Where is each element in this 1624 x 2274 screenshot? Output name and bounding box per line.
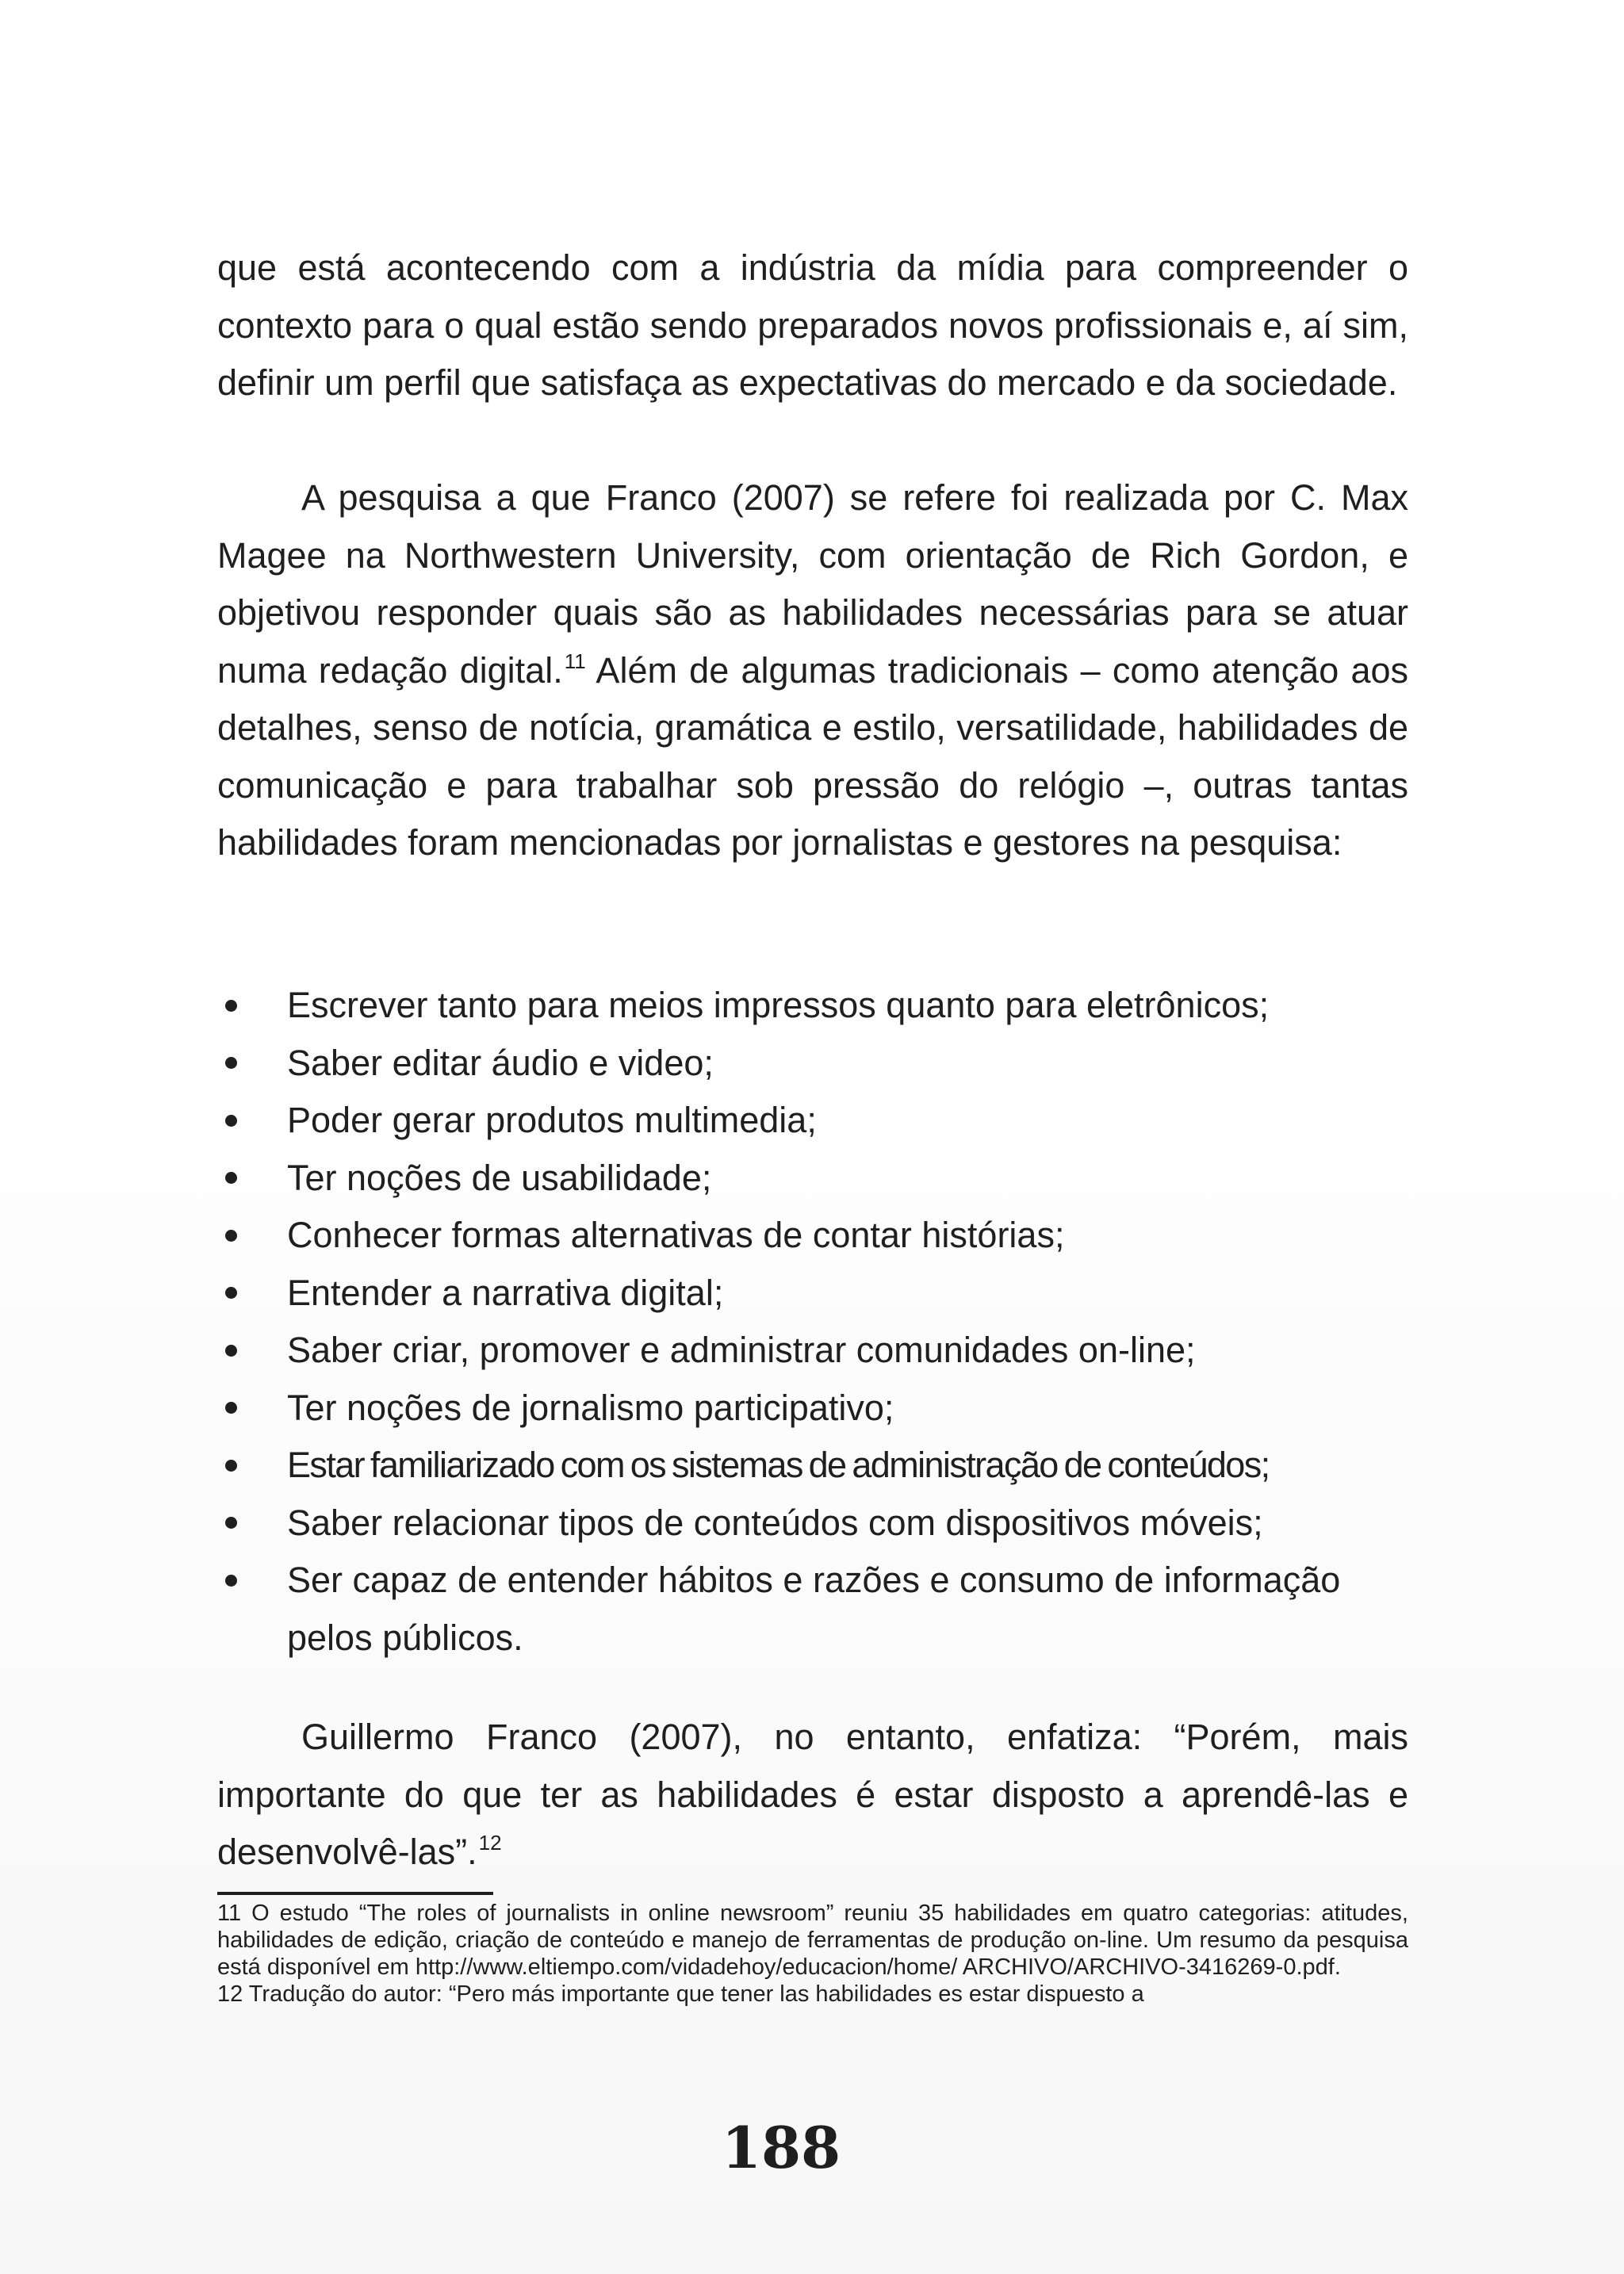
paragraph-2 <box>217 469 1408 872</box>
footnote-11: 11 O estudo “The roles of journalists in online newsroom” reuniu 35 habilidades em quatro categorias: atitudes, habilidades de edição, criação de conteúdo e manejo de ferramentas de produção on-line. Um resumo da pesquisa está disponível em http://www.eltiempo.com/vidadehoy/educacion/home/ ARCHIVO/ARCHIVO-3416269-0.pdf. <box>217 1901 1408 1980</box>
list-item <box>217 1207 1408 1265</box>
list-item <box>217 1552 1408 1667</box>
list-item-text: Saber criar, promover e administrar comunidades on-line; <box>287 1330 1196 1370</box>
paragraph-2-text-start: A pesquisa a que Franco (2007) se refere foi realizada por C. Max Magee na Northwestern University, com orientação de Rich Gordon, e objetivou responder quais são as habilidades necessárias para se atuar numa redação digital. <box>217 477 1408 691</box>
paragraph-2-text-end: Além de algumas tradicionais – como atenção aos detalhes, senso de notícia, gramática e estilo, versatilidade, habilidades de comunicação e para trabalhar sob pressão do relógio –, outras tantas habilidades foram mencionadas por jornalistas e gestores na pesquisa: <box>217 649 1408 863</box>
list-item-text: Entender a narrativa digital; <box>287 1272 724 1313</box>
paragraph-3-text: Guillermo Franco (2007), no entanto, enfatiza: “Porém, mais importante do que ter as habilidades é estar disposto a aprendê-las e desenvolvê-las”. <box>217 1717 1408 1872</box>
list-item <box>217 1150 1408 1208</box>
list-item-text: Escrever tanto para meios impressos quanto para eletrônicos; <box>287 985 1270 1025</box>
bullet-icon <box>219 1150 243 1208</box>
list-item <box>217 977 1408 1035</box>
footnote-divider <box>217 1892 493 1895</box>
paragraph-3 <box>217 1709 1408 1882</box>
list-item-text: Saber editar áudio e video; <box>287 1042 714 1083</box>
footnote-12: 12 Tradução do autor: “Pero más importante que tener las habilidades es estar dispuesto a <box>217 1981 1144 2007</box>
bullet-icon <box>219 1092 243 1150</box>
bullet-icon <box>219 1322 243 1380</box>
bullet-icon <box>219 1437 243 1495</box>
skills-list <box>217 977 1408 1667</box>
list-item <box>217 1092 1408 1150</box>
paragraph-quote <box>217 1709 1408 1882</box>
page-number: 188 <box>721 2114 841 2181</box>
list-item <box>217 1322 1408 1380</box>
list-item-text: Conhecer formas alternativas de contar histórias; <box>287 1215 1065 1255</box>
footnotes <box>217 1900 1408 2008</box>
list-item <box>217 1035 1408 1093</box>
list-item-text: Ter noções de usabilidade; <box>287 1157 712 1198</box>
bullet-icon <box>219 1552 243 1610</box>
list-item <box>217 1265 1408 1323</box>
list-item-text: Saber relacionar tipos de conteúdos com dispositivos móveis; <box>287 1502 1263 1543</box>
list-item-text: Ser capaz de entender hábitos e razões e consumo de informação pelos públicos. <box>287 1560 1341 1658</box>
footnote-ref-11: 11 <box>564 649 586 673</box>
list-item <box>217 1380 1408 1438</box>
list-item-text: Estar familiarizado com os sistemas de administração de conteúdos; <box>287 1445 1270 1485</box>
paragraph-1-text: que está acontecendo com a indústria da mídia para compreender o contexto para o qual estão sendo preparados novos profissionais e, aí sim, definir um perfil que satisfaça as expectativas do mercado e da sociedade. <box>217 247 1408 403</box>
bullet-icon <box>219 1380 243 1438</box>
list-item-text: Poder gerar produtos multimedia; <box>287 1100 817 1140</box>
bullet-icon <box>219 1495 243 1552</box>
footnote-ref-12: 12 <box>478 1831 502 1855</box>
bullet-icon <box>219 1207 243 1265</box>
list-item <box>217 1437 1408 1495</box>
paragraph-research <box>217 469 1408 872</box>
bullet-icon <box>219 1265 243 1323</box>
bullet-icon <box>219 1035 243 1093</box>
list-item-text: Ter noções de jornalismo participativo; <box>287 1387 894 1428</box>
bullet-icon <box>219 977 243 1035</box>
list-item <box>217 1495 1408 1552</box>
paragraph-continuation <box>217 239 1408 412</box>
